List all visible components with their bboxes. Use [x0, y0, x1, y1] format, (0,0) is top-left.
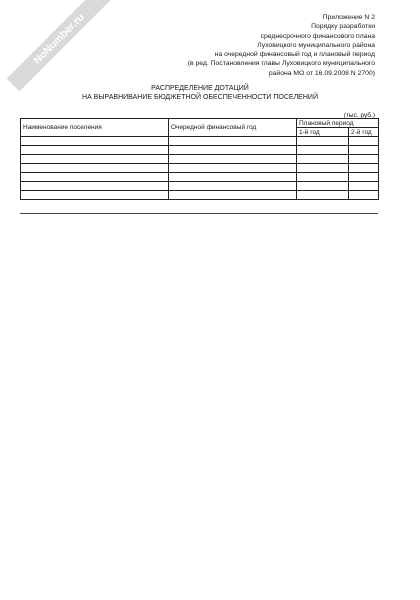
table-cell [349, 155, 379, 164]
table-cell [349, 173, 379, 182]
table-cell [297, 164, 349, 173]
table-cell [297, 191, 349, 200]
appendix-line: Приложение N 2 [322, 14, 375, 21]
units-label: (тыс. руб.) [343, 112, 375, 119]
table-cell [297, 137, 349, 146]
appendix-line: среднесрочного финансового плана [260, 32, 375, 40]
appendix-line: (в ред. Постановления главы Луховицкого муниципального [187, 60, 375, 68]
table-cell [297, 146, 349, 155]
appendix-line: Луховицкого муниципального района [257, 41, 375, 49]
appendix-line: на очередной финансовый год и плановый период [214, 51, 375, 59]
table-cell [349, 164, 379, 173]
header-settlement: Наименование поселения [21, 119, 169, 137]
table-row [21, 182, 379, 191]
table-cell [349, 182, 379, 191]
table-cell [297, 155, 349, 164]
header-year-2: 2-й год [349, 128, 379, 137]
table-cell [21, 146, 169, 155]
title-line-1: РАСПРЕДЕЛЕНИЕ ДОТАЦИЙ [151, 85, 249, 92]
appendix-note [188, 13, 375, 78]
table-cell [21, 137, 169, 146]
table-cell [169, 137, 297, 146]
document-title [0, 84, 400, 102]
table-cell [169, 173, 297, 182]
subsidy-table [20, 118, 379, 200]
table-cell [349, 191, 379, 200]
header-next-year: Очередной финансовый год [169, 119, 297, 137]
table-cell [169, 182, 297, 191]
table-cell [349, 137, 379, 146]
table-cell [349, 146, 379, 155]
table-row [21, 173, 379, 182]
table-cell [169, 164, 297, 173]
appendix-line: Порядку разработки [311, 23, 375, 31]
table-cell [169, 155, 297, 164]
table-cell [297, 182, 349, 191]
divider-line [20, 213, 378, 214]
table-row [21, 137, 379, 146]
table-cell [169, 191, 297, 200]
table-cell [21, 155, 169, 164]
table-cell [21, 164, 169, 173]
watermark: NoNumber.ru [7, 0, 112, 91]
table-row [21, 164, 379, 173]
table-row [21, 146, 379, 155]
appendix-line: района МО от 16.09.2008 N 2700) [268, 69, 375, 77]
header-year-1: 1-й год [297, 128, 349, 137]
table-cell [21, 191, 169, 200]
table-row [21, 191, 379, 200]
table-row [21, 155, 379, 164]
table-cell [21, 173, 169, 182]
table-header-row [21, 119, 379, 128]
table-cell [169, 146, 297, 155]
table-cell [297, 173, 349, 182]
title-line-2: НА ВЫРАВНИВАНИЕ БЮДЖЕТНОЙ ОБЕСПЕЧЕННОСТИ ПОСЕЛЕНИЙ [82, 94, 318, 101]
table-cell [21, 182, 169, 191]
header-planning-period: Плановый период [297, 119, 379, 128]
